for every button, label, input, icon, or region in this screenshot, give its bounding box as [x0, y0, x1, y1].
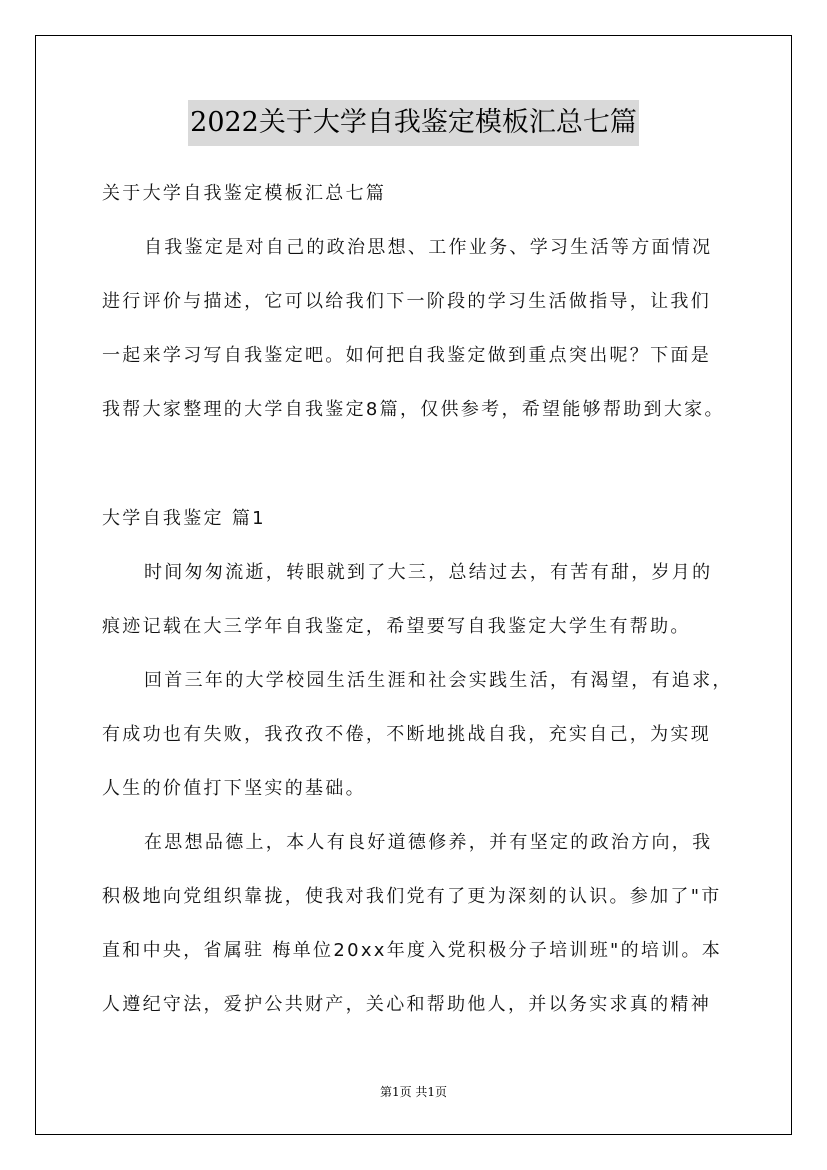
intro-line-2: 进行评价与描述，它可以给我们下一阶段的学习生活做指导，让我们: [102, 291, 711, 312]
intro-line-1: 自我鉴定是对自己的政治思想、工作业务、学习生活等方面情况: [144, 237, 713, 258]
body-line-4: 有成功也有失败，我孜孜不倦，不断地挑战自我，充实自己，为实现: [102, 724, 711, 745]
body-line-5: 人生的价值打下坚实的基础。: [102, 778, 366, 799]
body-line-8: 直和中央，省属驻 梅单位20xx年度入党积极分子培训班"的培训。本: [102, 940, 723, 961]
body-line-9: 人遵纪守法，爱护公共财产，关心和帮助他人，并以务实求真的精神: [102, 994, 711, 1015]
body-line-2: 痕迹记载在大三学年自我鉴定，希望要写自我鉴定大学生有帮助。: [102, 616, 691, 637]
intro-line-4: 我帮大家整理的大学自我鉴定8篇，仅供参考，希望能够帮助到大家。: [102, 399, 725, 420]
body-line-3: 回首三年的大学校园生活生涯和社会实践生活，有渴望，有追求，: [144, 670, 733, 691]
document-title: 2022关于大学自我鉴定模板汇总七篇: [188, 100, 639, 146]
body-line-1: 时间匆匆流逝，转眼就到了大三，总结过去，有苦有甜，岁月的: [144, 562, 713, 583]
body-line-7: 积极地向党组织靠拢，使我对我们党有了更为深刻的认识。参加了"市: [102, 886, 722, 907]
section-heading: 大学自我鉴定 篇1: [102, 508, 266, 529]
subtitle: 关于大学自我鉴定模板汇总七篇: [102, 183, 387, 204]
intro-line-3: 一起来学习写自我鉴定吧。如何把自我鉴定做到重点突出呢？下面是: [102, 345, 711, 366]
title-wrap: [0, 100, 827, 146]
body-line-6: 在思想品德上，本人有良好道德修养，并有坚定的政治方向，我: [144, 832, 713, 853]
page-footer: 第1页 共1页: [379, 1085, 448, 1099]
